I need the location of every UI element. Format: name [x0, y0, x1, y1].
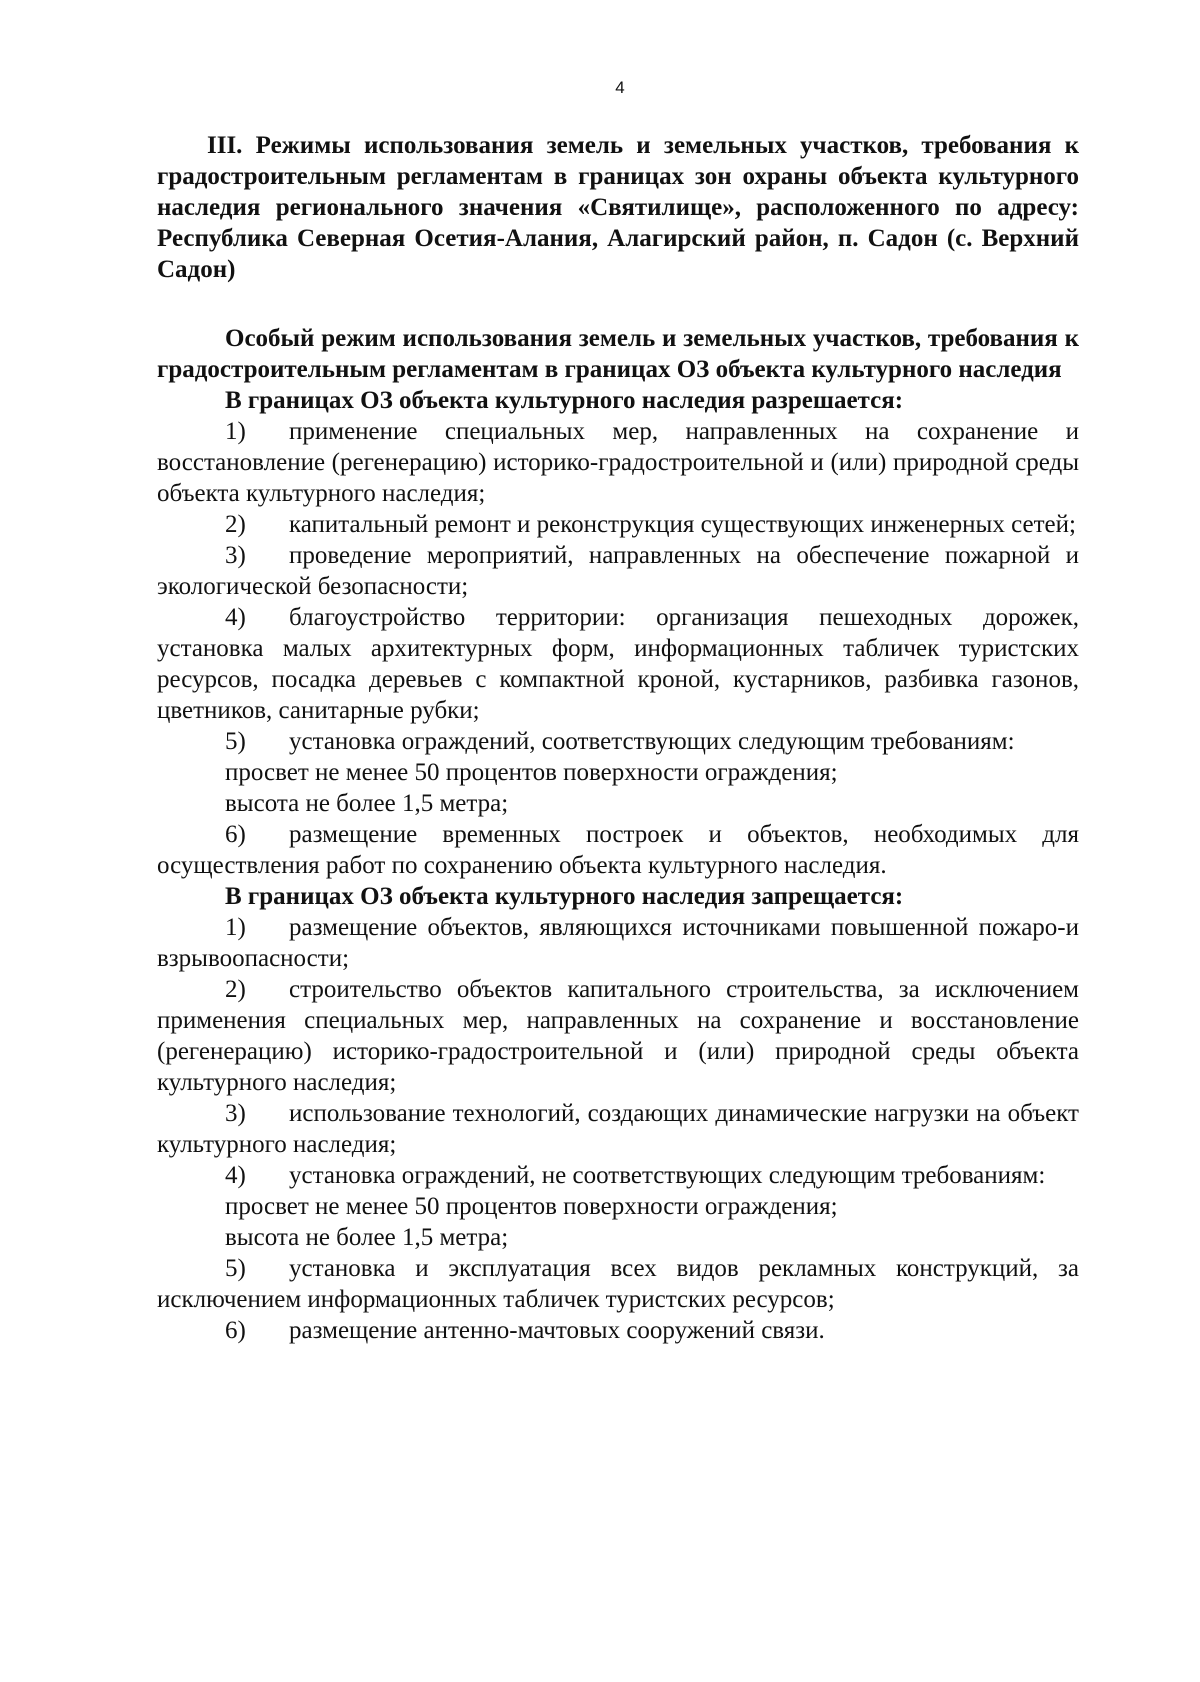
item-text: применение специальных мер, направленных на сохранение и восстановление (регенерацию) историко-градостроительной и (или) природной среды объекта культурного наследия;	[157, 418, 1079, 507]
item-text: использование технологий, создающих динамические нагрузки на объект культурного наследия;	[157, 1100, 1079, 1158]
item-text: размещение антенно-мачтовых сооружений связи.	[289, 1317, 825, 1344]
forbidden-heading: В границах ОЗ объекта культурного наследия запрещается:	[225, 883, 904, 910]
forbidden-item-5	[157, 1253, 1079, 1315]
item-text: размещение объектов, являющихся источниками повышенной пожаро-и взрывоопасности;	[157, 914, 1079, 972]
subsection-heading: Особый режим использования земель и земельных участков, требования к градостроительным регламентам в границах ОЗ объекта культурного наследия	[157, 325, 1079, 383]
forbidden-requirement-2: высота не более 1,5 метра;	[225, 1224, 509, 1251]
item-text: установка ограждений, не соответствующих следующим требованиям:	[289, 1162, 1046, 1189]
item-number: 6)	[225, 1317, 246, 1344]
item-number: 4)	[225, 1162, 246, 1189]
item-number: 3)	[225, 1100, 246, 1127]
item-number: 6)	[225, 821, 246, 848]
forbidden-requirement-1: просвет не менее 50 процентов поверхности ограждения;	[225, 1193, 838, 1220]
item-number: 1)	[225, 914, 246, 941]
allowed-heading: В границах ОЗ объекта культурного наследия разрешается:	[225, 387, 904, 414]
forbidden-item-3	[157, 1098, 1079, 1160]
allowed-requirement-1: просвет не менее 50 процентов поверхности ограждения;	[225, 759, 838, 786]
allowed-item-3	[157, 540, 1079, 602]
item-text: установка ограждений, соответствующих следующим требованиям:	[289, 728, 1015, 755]
item-text: проведение мероприятий, направленных на обеспечение пожарной и экологической безопасности;	[157, 542, 1079, 600]
item-number: 3)	[225, 542, 246, 569]
item-text: размещение временных построек и объектов, необходимых для осуществления работ по сохранению объекта культурного наследия.	[157, 821, 1079, 879]
item-text: благоустройство территории: организация пешеходных дорожек, установка малых архитектурных форм, информационных табличек туристских ресурсов, посадка деревьев с компактной кроной, кустарников, разбивка газонов, цветников, санитарные рубки;	[157, 604, 1079, 724]
forbidden-item-4	[157, 1160, 1079, 1191]
allowed-item-1	[157, 416, 1079, 509]
allowed-item-5	[157, 726, 1079, 757]
page-number: 4	[615, 78, 625, 97]
item-number: 5)	[225, 728, 246, 755]
item-text: установка и эксплуатация всех видов рекламных конструкций, за исключением информационных табличек туристских ресурсов;	[157, 1255, 1079, 1313]
item-number: 1)	[225, 418, 246, 445]
allowed-item-2	[157, 509, 1079, 540]
item-number: 4)	[225, 604, 246, 631]
item-number: 5)	[225, 1255, 246, 1282]
item-text: строительство объектов капитального строительства, за исключением применения специальных мер, направленных на сохранение и восстановление (регенерацию) историко-градостроительной и (или) природной среды объекта культурного наследия;	[157, 976, 1079, 1096]
forbidden-item-1	[157, 912, 1079, 974]
item-number: 2)	[225, 511, 246, 538]
allowed-requirement-2: высота не более 1,5 метра;	[225, 790, 509, 817]
document-body	[157, 130, 1079, 1346]
forbidden-item-6	[157, 1315, 1079, 1346]
allowed-item-6	[157, 819, 1079, 881]
section-title: III. Режимы использования земель и земельных участков, требования к градостроительным регламентам в границах зон охраны объекта культурного наследия регионального значения «Святилище», расположенного по адресу: Республика Северная Осетия-Алания, Алагирский район, п. Садон (с. Верхний Садон)	[157, 132, 1079, 283]
forbidden-item-2	[157, 974, 1079, 1098]
item-text: капитальный ремонт и реконструкция существующих инженерных сетей;	[289, 511, 1076, 538]
allowed-item-4	[157, 602, 1079, 726]
item-number: 2)	[225, 976, 246, 1003]
